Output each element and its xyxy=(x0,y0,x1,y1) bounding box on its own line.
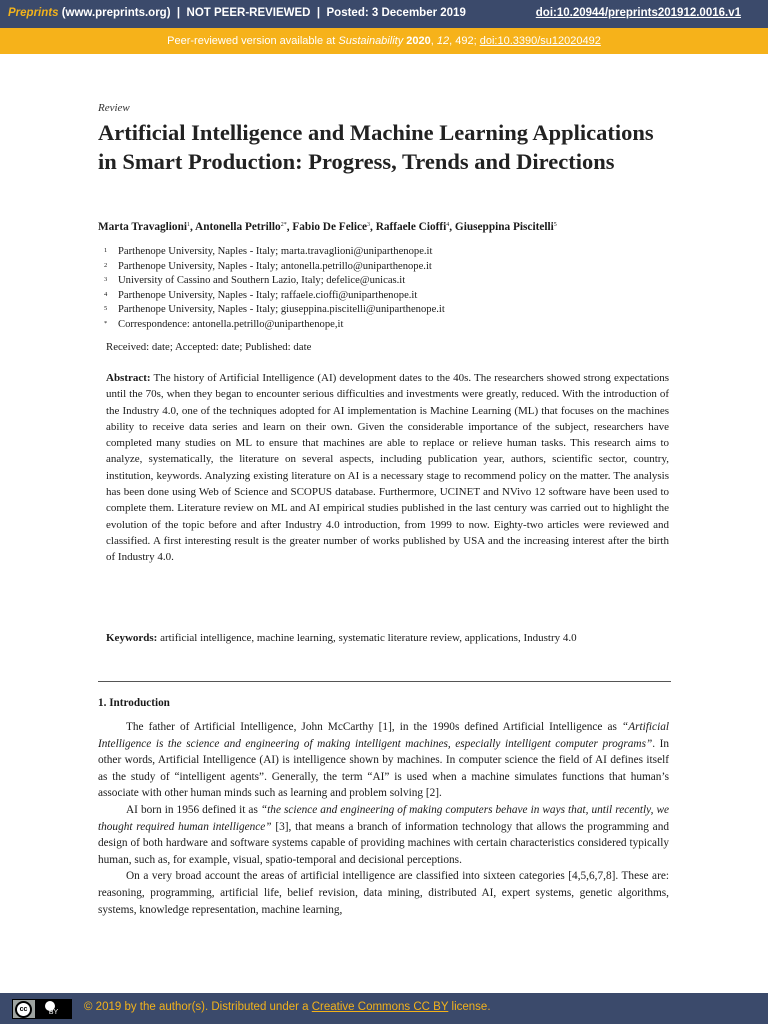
cc-license-link[interactable]: Creative Commons CC BY xyxy=(311,1001,449,1013)
keywords-label: Keywords: xyxy=(106,632,158,644)
by-label: BY xyxy=(48,1009,59,1016)
affiliation-item: 5 Parthenope University, Naples - Italy; giuseppina.piscitelli@uniparthenope.it xyxy=(104,304,445,316)
author-name: Antonella Petrillo xyxy=(195,221,281,233)
article-dates: Received: date; Accepted: date; Published: date xyxy=(106,341,312,353)
journal-year: 2020 xyxy=(406,35,431,47)
keywords xyxy=(106,630,669,646)
header-left xyxy=(8,7,466,19)
preprint-doi-link[interactable]: doi:10.20944/preprints201912.0016.v1 xyxy=(535,7,741,19)
abstract-text: The history of Artificial Intelligence (AI) development dates to the 40s. The researchers showed strong expectations until the 70s, when they began to encounter serious difficulties and investments were greatly, reduced. With the introduction of the Industry 4.0, one of the techniques adopted for AI implementation is Machine Learning (ML) that focuses on the machines ability to receive data series and learn on their own. Given the considerable importance of the subject, researchers have completed many studies on ML to ensure that machines are able to replace or relieve human tasks. This research aims to analyze, systematically, the literature on several aspects, including publication year, authors, scientific sector, country, institution, keywords. Analyzing existing literature on AI is a necessary stage to recommend policy on the matter. The analysis has been done using Web of Science and SCOPUS database. Furthermore, UCINET and NVivo 12 software have been used to complete them. Literature review on ML and AI empirical studies published in the last century was carried out to highlight the evolution of the topic before and after Industry 4.0 introduction, from 1999 to now. Eighty-two articles were reviewed and classified. A first interesting result is the greater number of works published by USA and the increasing interest after the birth of Industry 4.0. xyxy=(106,372,669,564)
paragraph: The father of Artificial Intelligence, John McCarthy [1], in the 1990s defined Artificial Intelligence as “Artificial Intelligence is the science and engineering of making intelligent machines, especially intelligent computer programs”. In other words, Artificial Intelligence (AI) is intelligence shown by machines. In computer science the field of AI defines itself as the study of “intelligent agents”. Generally, the term “AI” is used when a machine simulates functions that human’s associate with other human minds such as learning and problem solving [2]. xyxy=(98,721,669,800)
journal-pages: , 492; xyxy=(449,35,477,47)
body-text xyxy=(98,719,669,918)
article-type: Review xyxy=(98,102,130,114)
section-divider xyxy=(98,681,671,682)
license-text: © 2019 by the author(s). Distributed under a Creative Commons CC BY license. xyxy=(84,1001,491,1013)
paragraph: On a very broad account the areas of artificial intelligence are classified into sixteen categories [4,5,6,7,8]. These are: reasoning, programming, artificial life, belief revision, data mining, distributed AI, expert systems, genetic algorithms, systems, knowledge representation, machine learning, xyxy=(98,870,669,916)
author-list: Marta Travaglioni$^1$, Antonella Petrillo$^{2*}$, Fabio De Felice$^3$, Raffaele Cioffi$^4$, Giuseppina Piscitelli$^5$ xyxy=(98,221,557,233)
abstract xyxy=(106,370,669,566)
journal-name: Sustainability xyxy=(338,35,404,47)
author-name: Giuseppina Piscitelli xyxy=(454,221,554,233)
journal-volume: 12 xyxy=(436,35,450,47)
keywords-text: artificial intelligence, machine learning, systematic literature review, applications, Industry 4.0 xyxy=(160,632,577,644)
abstract-label: Abstract: xyxy=(106,372,151,384)
author-name: Fabio De Felice xyxy=(292,221,368,233)
article-title: Artificial Intelligence and Machine Learning Applications in Smart Production: Progress, Trends and Directions xyxy=(98,120,654,174)
cc-by-badge-icon[interactable] xyxy=(12,999,72,1019)
correspondence: * Correspondence: antonella.petrillo@uniparthenope,it xyxy=(104,318,344,330)
header-separator: | xyxy=(316,7,321,19)
license-footer xyxy=(0,993,768,1024)
section-heading: 1. Introduction xyxy=(98,697,170,709)
preprints-brand[interactable]: Preprints xyxy=(8,7,59,19)
published-doi-link[interactable]: doi:10.3390/su12020492 xyxy=(479,35,601,47)
affiliation-list xyxy=(104,245,664,333)
affiliation-item: 1 Parthenope University, Naples - Italy; marta.travaglioni@uniparthenope.it xyxy=(104,246,433,257)
author-name: Raffaele Cioffi xyxy=(375,221,447,233)
header-separator: | xyxy=(176,7,181,19)
affiliation-item: 3 University of Cassino and Southern Lazio, Italy; defelice@unicas.it xyxy=(104,275,406,287)
notice-prefix: Peer-reviewed version available at xyxy=(167,35,336,47)
affiliation-item: 2 Parthenope University, Naples - Italy; antonella.petrillo@uniparthenope.it xyxy=(104,260,432,272)
preprints-url[interactable]: (www.preprints.org) xyxy=(61,7,171,19)
peer-review-status: NOT PEER-REVIEWED xyxy=(186,7,311,19)
peer-reviewed-notice: Peer-reviewed version available at Sustainability 2020, 12, 492; doi:10.3390/su12020492 xyxy=(0,28,768,54)
preprint-header-bar xyxy=(0,0,768,28)
posted-date: Posted: 3 December 2019 xyxy=(326,7,466,19)
paragraph: AI born in 1956 defined it as “the science and engineering of making computers behave in ways that, until recently, we thought required human intelligence” [3], that means a branch of information technology that allows the programming and design of both hardware and software systems capable of providing machines with certain characteristics considered typically human, such as, for example, visual, spatio-temporal and decisional perceptions. xyxy=(98,803,669,866)
author-name: Marta Travaglioni xyxy=(98,221,188,233)
affiliation-item: 4 Parthenope University, Naples - Italy; raffaele.cioffi@uniparthenope.it xyxy=(104,289,418,301)
cc-icon: cc xyxy=(15,1001,32,1018)
